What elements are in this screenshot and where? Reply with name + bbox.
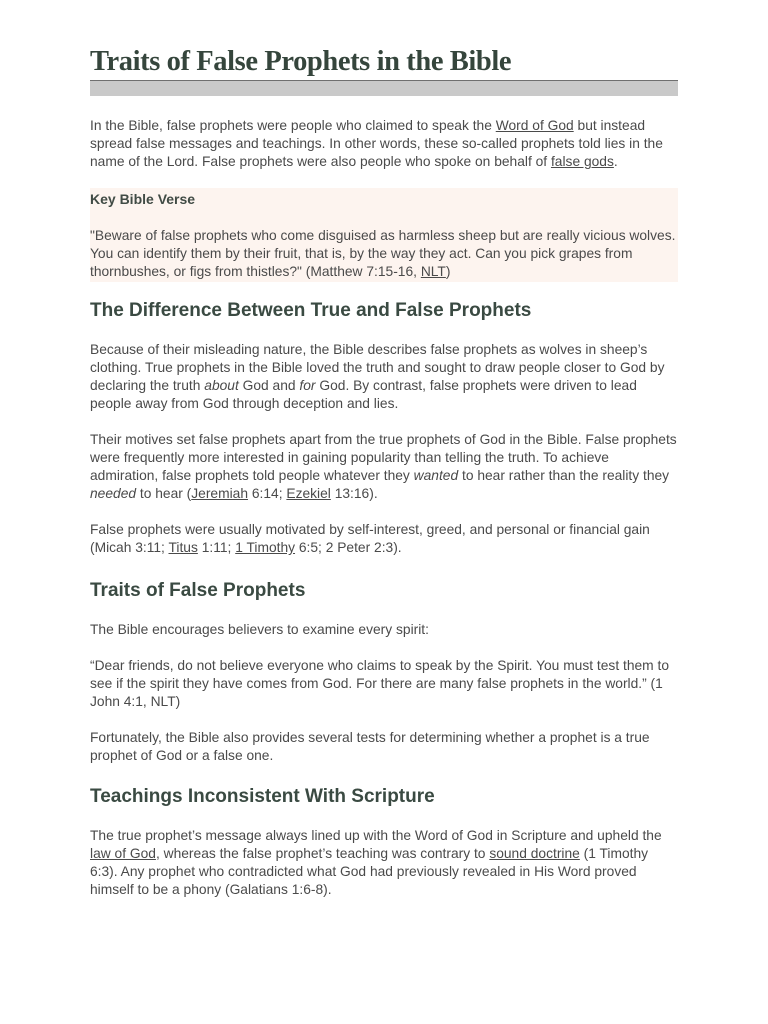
link-1-timothy[interactable]: 1 Timothy	[235, 540, 296, 555]
paragraph	[90, 341, 678, 413]
paragraph	[90, 827, 678, 899]
emphasis-text: for	[299, 378, 316, 393]
link-sound-doctrine[interactable]: sound doctrine	[489, 846, 580, 861]
emphasis-text: wanted	[413, 468, 459, 483]
emphasis-text: needed	[90, 486, 137, 501]
paragraph-text: 13:16).	[330, 486, 378, 501]
link-titus[interactable]: Titus	[168, 540, 198, 555]
paragraph-text: to hear rather than the reality they	[458, 468, 670, 483]
section-heading-traits: Traits of False Prophets	[90, 580, 306, 601]
link-ezekiel[interactable]: Ezekiel	[286, 486, 331, 501]
key-verse-heading: Key Bible Verse	[90, 191, 196, 207]
paragraph-text: The true prophet’s message always lined up with the Word of God in Scripture and upheld the	[90, 828, 662, 843]
paragraph-text: , whereas the false prophet’s teaching was contrary to	[155, 846, 490, 861]
quote-paragraph: “Dear friends, do not believe everyone who claims to speak by the Spirit. You must test them to see if the spirit they have comes from God. For there are many false prophets in the world.” (1 John 4:1, NLT)	[90, 658, 670, 709]
page-title: Traits of False Prophets in the Bible	[90, 46, 512, 77]
link-nlt[interactable]: NLT	[420, 264, 446, 279]
paragraph-text: 6:14;	[248, 486, 287, 501]
paragraph-text: 6:5; 2 Peter 2:3).	[295, 540, 402, 555]
paragraph-text: to hear (	[136, 486, 192, 501]
paragraph-text: (1 Timothy 6:3). Any prophet who contradicted what God had previously revealed in His Word proved himself to be a phony (Galatians 1:6-8).	[90, 846, 649, 897]
intro-paragraph	[90, 117, 678, 171]
key-verse-text	[90, 227, 678, 281]
verse-text: )	[445, 264, 451, 279]
paragraph-text: 1:11;	[197, 540, 236, 555]
section-heading-teachings: Teachings Inconsistent With Scripture	[90, 786, 435, 807]
intro-text: but instead spread false messages and teachings. In other words, these so-called prophets told lies in the name of the Lord. False prophets were also people who spoke on behalf of	[90, 118, 663, 169]
paragraph-text: Because of their misleading nature, the Bible describes false prophets as wolves in sheep’s clothing. True prophets in the Bible loved the truth and sought to draw people closer to God by declaring the truth	[90, 342, 665, 393]
emphasis-text: about	[204, 378, 239, 393]
key-verse-box	[90, 188, 678, 282]
link-law-of-god[interactable]: law of God	[90, 846, 156, 861]
section-heading-difference: The Difference Between True and False Prophets	[90, 300, 532, 321]
paragraph-text: False prophets were usually motivated by self-interest, greed, and personal or financial gain (Micah 3:11;	[90, 522, 650, 555]
paragraph: The Bible encourages believers to examine every spirit:	[90, 622, 429, 637]
link-word-of-god[interactable]: Word of God	[495, 118, 574, 133]
paragraph	[90, 431, 678, 503]
paragraph-text: God. By contrast, false prophets were driven to lead people away from God through deception and lies.	[90, 378, 637, 411]
title-band	[90, 81, 678, 96]
intro-text: .	[613, 154, 618, 169]
link-false-gods[interactable]: false gods	[550, 154, 614, 169]
paragraph: Fortunately, the Bible also provides several tests for determining whether a prophet is a true prophet of God or a false one.	[90, 730, 650, 763]
paragraph-text: God and	[238, 378, 300, 393]
verse-text: "Beware of false prophets who come disguised as harmless sheep but are really vicious wolves. You can identify them by their fruit, that is, by the way they act. Can you pick grapes from thornbushes, or figs from thistles?" (Matthew 7:15-16,	[90, 228, 676, 279]
link-jeremiah[interactable]: Jeremiah	[191, 486, 249, 501]
paragraph-text: Their motives set false prophets apart from the true prophets of God in the Bible. False prophets were frequently more interested in gaining popularity than telling the truth. To achieve admiration, false prophets told people whatever they	[90, 432, 677, 483]
intro-text: In the Bible, false prophets were people who claimed to speak the	[90, 118, 496, 133]
paragraph	[90, 521, 678, 557]
